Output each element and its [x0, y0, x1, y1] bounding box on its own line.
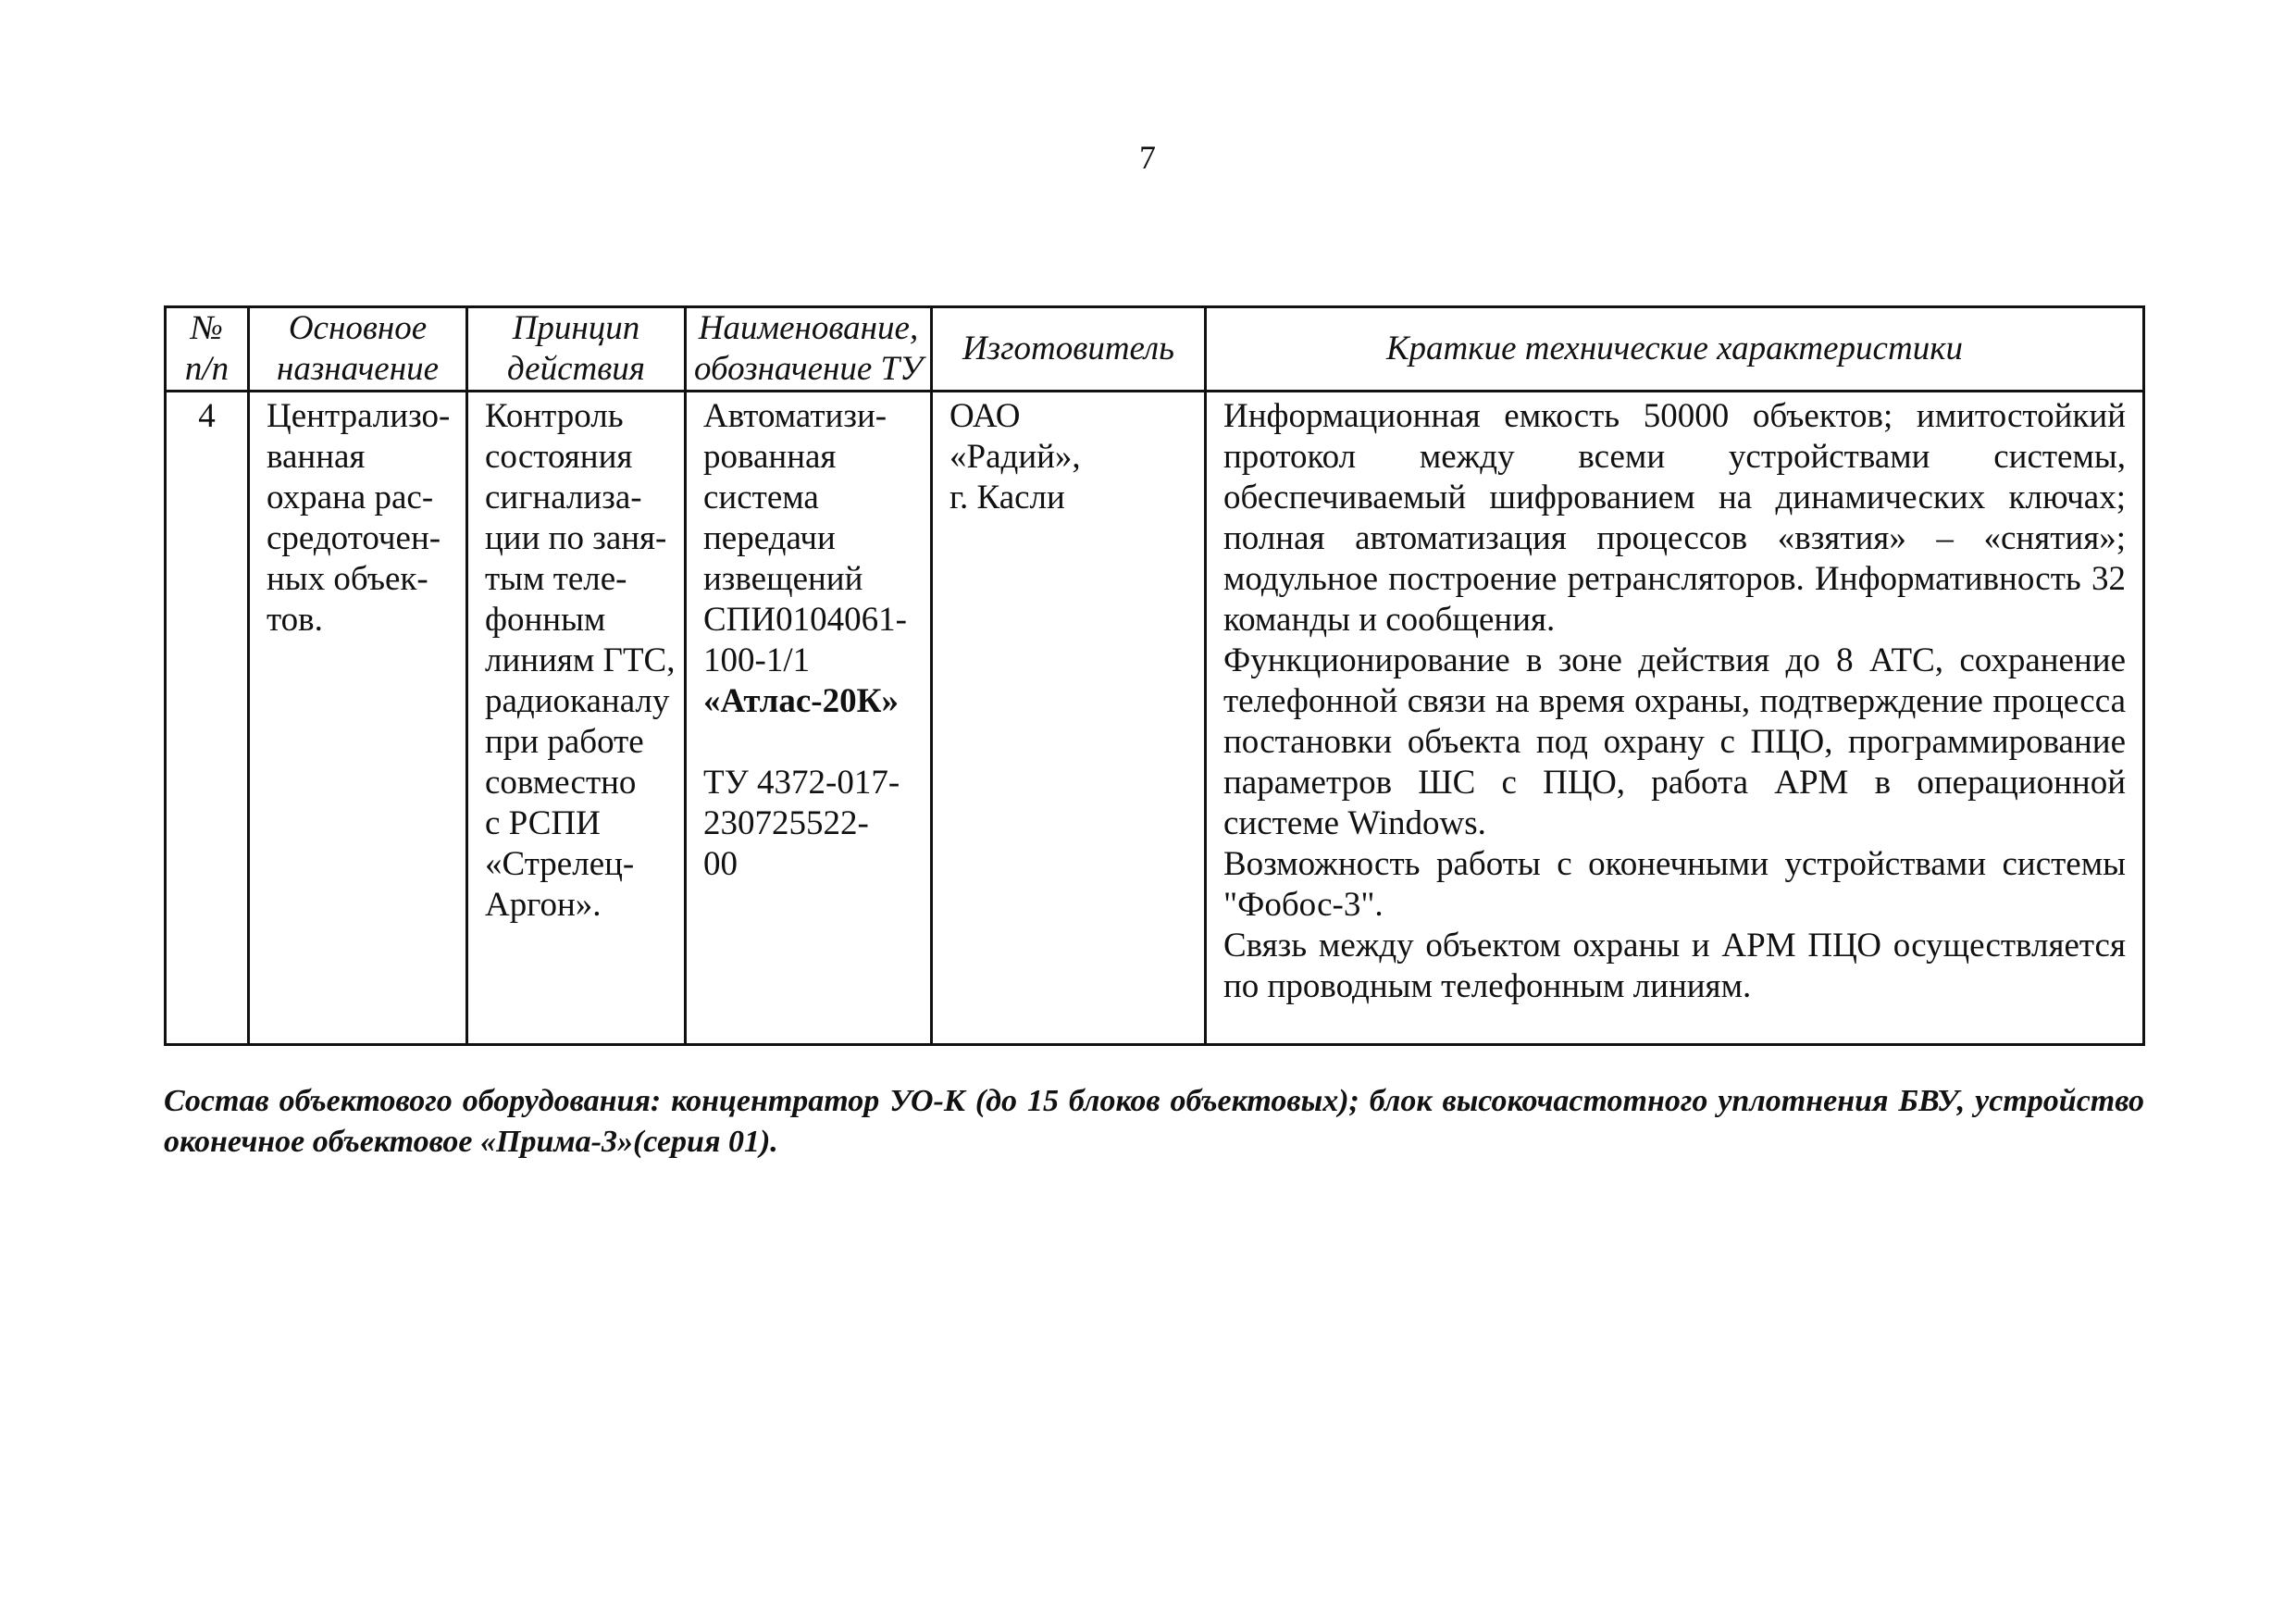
product-name: «Атлас-20К» [703, 682, 899, 720]
header-manufacturer: Изготовитель [932, 307, 1206, 392]
table-header-row [166, 307, 2144, 392]
header-num: № п/п [166, 307, 249, 392]
header-specs: Краткие технические характеристики [1206, 307, 2144, 392]
specs-paragraph: Возможность работы с оконечными устройствами системы "Фобос-3". [1223, 845, 2126, 924]
row-number: 4 [166, 392, 249, 1045]
specs-paragraph: Информационная емкость 50000 объектов; имитостойкий протокол между всеми устройствами системы, обеспечиваемый шифрованием на динамических ключах; полная автоматизация процессов «взятия» – «снятия»; модульное построение ретрансляторов. Информативность 32 команды и сообщения. [1223, 397, 2126, 639]
header-purpose: Основное назначение [249, 307, 467, 392]
name-cell: Автоматизи- рованная система передачи извещений СПИ0104061- 100-1/1 «Атлас-20К» ТУ 4372-017- 230725522- 00 [686, 392, 932, 1045]
specs-paragraph: Связь между объектом охраны и АРМ ПЦО осуществляется по проводным телефонным линиям. [1223, 927, 2126, 1005]
specs-cell [1206, 392, 2144, 1045]
manufacturer-cell: ОАО «Радий», г. Касли [932, 392, 1206, 1045]
equipment-spec-table [164, 305, 2145, 1046]
equipment-footnote: Состав объектового оборудования: концентратор УО-К (до 15 блоков объектовых); блок высокочастотного уплотнения БВУ, устройство оконечное объектовое «Прима-3»(серия 01). [164, 1084, 2144, 1159]
page-number: 7 [1139, 139, 1156, 176]
header-principle: Принцип действия [467, 307, 686, 392]
purpose-cell: Централизо- ванная охрана рас- средоточен- ных объек- тов. [249, 392, 467, 1045]
table-row [166, 392, 2144, 1045]
header-name: Наименование, обозначение ТУ [686, 307, 932, 392]
principle-cell: Контроль состояния сигнализа- ции по заня- тым теле- фонным линиям ГТС, радиоканалу при работе совместно с РСПИ «Стрелец- Аргон». [467, 392, 686, 1045]
specs-paragraph: Функционирование в зоне действия до 8 АТС, сохранение телефонной связи на время охраны, подтверждение процесса постановки объекта под охрану с ПЦО, программирование параметров ШС с ПЦО, работа АРМ в операционной системе Windows. [1223, 641, 2126, 842]
